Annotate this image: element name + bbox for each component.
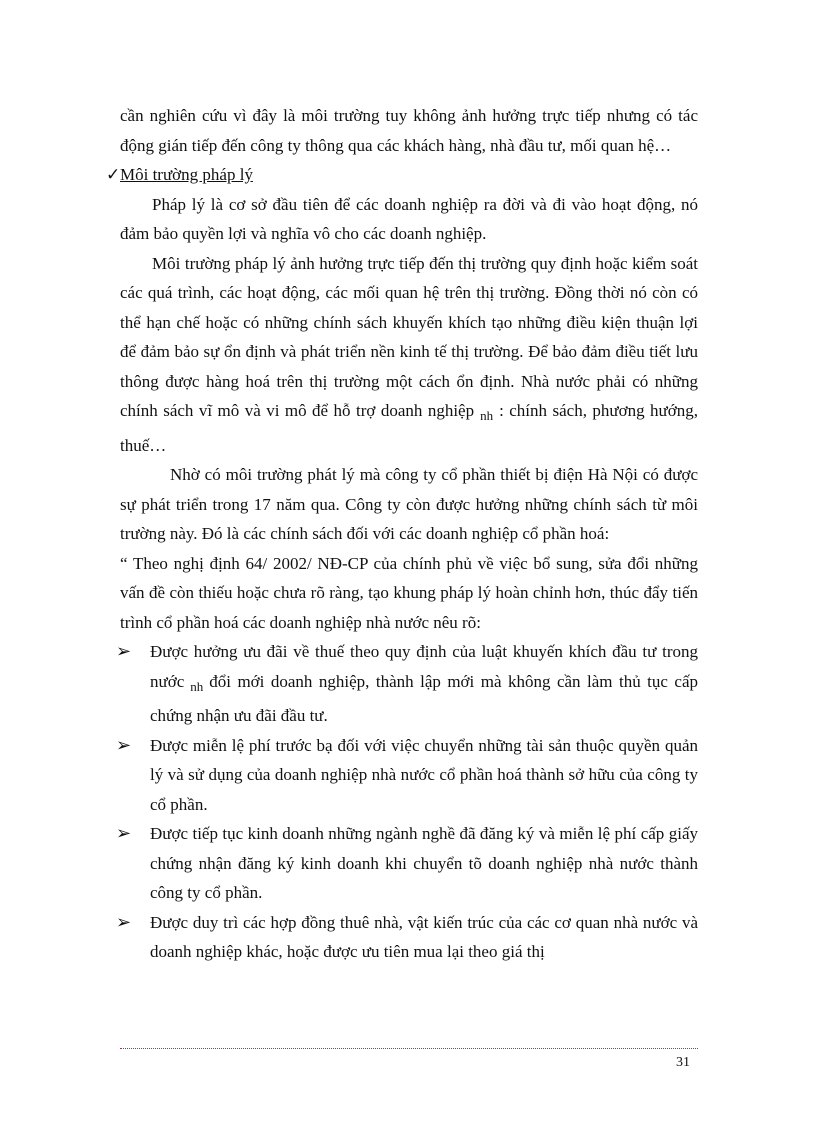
bullet-item bbox=[116, 637, 698, 731]
bullet-3-text: Được tiếp tục kinh doanh những ngành nghề đã đăng ký và miễn lệ phí cấp giấy chứng nhận đăng ký kinh doanh khi chuyển tõ doanh nghiệp nhà nước thành công ty cổ phần. bbox=[150, 824, 698, 902]
page-number: 31 bbox=[676, 1055, 690, 1070]
bullet-2-text: Được miễn lệ phí trước bạ đối với việc chuyển những tài sản thuộc quyền quản lý và sử dụng của doanh nghiệp nhà nước cổ phần hoá thành sở hữu của công ty cổ phần. bbox=[150, 735, 698, 814]
checkmark-icon: ✓ bbox=[106, 165, 121, 184]
bullet-1-text-a: Được hưởng ưu đãi về thuế theo quy định của luật khuyến khích đầu tư trong nước bbox=[150, 642, 698, 691]
intro-paragraph: cần nghiên cứu vì đây là môi trường tuy không ảnh hưởng trực tiếp nhưng có tác động gián tiếp đến công ty thông qua các khách hàng, nhà đầu tư, mối quan hệ… bbox=[120, 106, 698, 155]
footer-divider bbox=[120, 1048, 698, 1049]
arrow-bullet-icon: ➢ bbox=[116, 911, 132, 932]
paragraph-3: Nhờ có môi trường phát lý mà công ty cổ phần thiết bị điện Hà Nội có được sự phát triển trong 17 năm qua. Công ty còn được hưởng những chính sách từ môi trường này. Đó là các chính sách đối với các doanh nghiệp cổ phần hoá: bbox=[120, 465, 698, 543]
bullet-item bbox=[116, 819, 698, 908]
section-heading-text: Môi trường pháp lý bbox=[120, 165, 253, 184]
section-heading bbox=[106, 160, 698, 190]
bullet-item bbox=[116, 731, 698, 820]
arrow-bullet-icon: ➢ bbox=[116, 823, 132, 843]
paragraph-2-subscript: nh bbox=[480, 408, 494, 423]
paragraph-1: Pháp lý là cơ sở đầu tiên để các doanh nghiệp ra đời và đi vào hoạt động, nó đảm bảo quyền lợi và nghĩa vô cho các doanh nghiệp. bbox=[120, 194, 698, 243]
bullet-1-subscript: nh bbox=[190, 678, 204, 694]
quote-paragraph: “ Theo nghị định 64/ 2002/ NĐ-CP của chính phủ về việc bổ sung, sửa đổi những vấn đề còn thiếu hoặc chưa rõ ràng, tạo khung pháp lý hoàn chỉnh hơn, thúc đẩy tiến trình cổ phần hoá các doanh nghiệp nhà nước nêu rõ: bbox=[120, 553, 698, 632]
page-body bbox=[106, 101, 698, 967]
bullet-item bbox=[116, 908, 698, 967]
paragraph-2 bbox=[120, 249, 698, 461]
paragraph-2-tail: : chính sách, phương hướng, thuế… bbox=[120, 401, 698, 455]
arrow-bullet-icon: ➢ bbox=[116, 641, 132, 661]
bullet-1-text-b: đổi mới doanh nghiệp, thành lập mới mà không cần làm thủ tục cấp chứng nhận ưu đãi đầu tư. bbox=[150, 671, 698, 725]
paragraph-2-main: Môi trường pháp lý ảnh hưởng trực tiếp đến thị trường quy định hoặc kiểm soát các quá trình, các hoạt động, các mối quan hệ trên thị trường. Đồng thời nó còn có thể hạn chế hoặc có những chính sách khuyến khích tạo những điều kiện thuận lợi để đảm bảo sự ổn định và phát triển nền kinh tế thị trường. Để bảo đảm điều tiết lưu thông được hàng hoá trên thị trường một cách ổn định. Nhà nước phải có những chính sách vĩ mô và vi mô để hỗ trợ doanh nghiệp bbox=[120, 253, 698, 420]
bullet-4-text: Được duy trì các hợp đồng thuê nhà, vật kiến trúc của các cơ quan nhà nước và doanh nghiệp khác, hoặc được ưu tiên mua lại theo giá thị bbox=[150, 912, 698, 961]
arrow-bullet-icon: ➢ bbox=[116, 734, 132, 755]
